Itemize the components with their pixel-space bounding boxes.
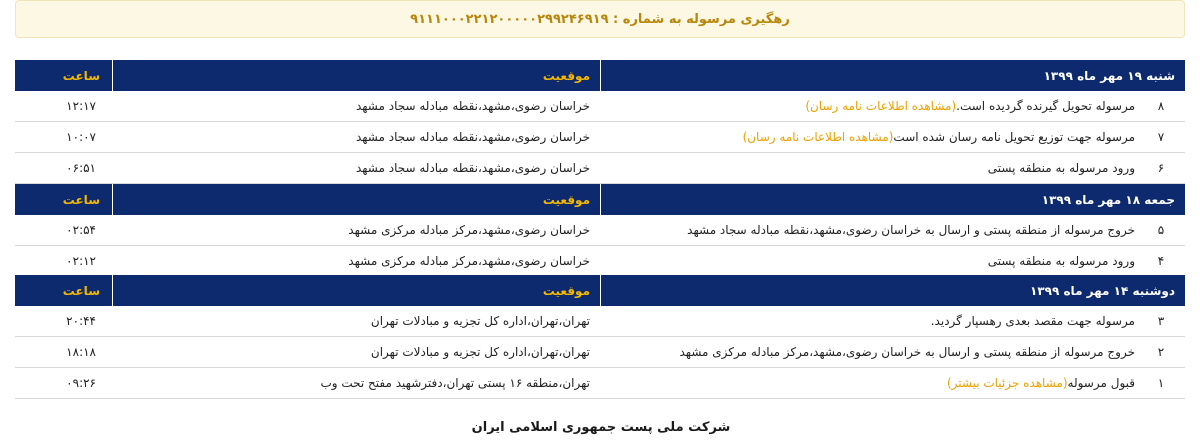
event-row xyxy=(15,337,1185,368)
event-time: ۱۸:۱۸ xyxy=(66,345,96,359)
event-text: قبول مرسوله xyxy=(1067,376,1135,390)
day-date: جمعه ۱۸ مهر ماه ۱۳۹۹ xyxy=(600,184,1185,215)
time-header: ساعت xyxy=(62,68,100,83)
event-number: ۳ xyxy=(1157,314,1165,328)
footer-company-name: شرکت ملی پست جمهوری اسلامی ایران xyxy=(471,420,731,435)
event-text: مرسوله جهت مقصد بعدی رهسپار گردید. xyxy=(930,314,1135,328)
event-row xyxy=(15,306,1185,337)
location-header: موقعیت xyxy=(112,60,600,91)
event-location: خراسان رضوی،مشهد،نقطه مبادله سجاد مشهد xyxy=(355,99,590,113)
event-time: ۲۰:۴۴ xyxy=(66,314,96,328)
location-header: موقعیت xyxy=(112,184,600,215)
event-text: خروج مرسوله از منطقه پستی و ارسال به خراسان رضوی،مشهد،مرکز مبادله مرکزی مشهد xyxy=(679,345,1135,359)
event-number: ۶ xyxy=(1157,161,1165,175)
event-number: ۵ xyxy=(1157,223,1165,237)
event-description xyxy=(600,215,1137,245)
event-time: ۰۲:۱۲ xyxy=(66,254,96,268)
event-description xyxy=(600,368,1137,398)
event-number: ۷ xyxy=(1157,130,1165,144)
event-description xyxy=(600,91,1137,121)
event-time: ۱۰:۰۷ xyxy=(66,130,96,144)
event-time: ۰۶:۵۱ xyxy=(66,161,96,175)
event-number: ۸ xyxy=(1157,99,1165,113)
event-location: تهران،تهران،اداره کل تجزیه و مبادلات تهران xyxy=(370,345,590,359)
event-text: مرسوله تحویل گیرنده گردیده است. xyxy=(956,99,1135,113)
day-section-3 xyxy=(15,275,1185,399)
event-row xyxy=(15,122,1185,153)
event-row xyxy=(15,246,1185,277)
event-location: خراسان رضوی،مشهد،نقطه مبادله سجاد مشهد xyxy=(355,130,590,144)
event-description xyxy=(600,337,1137,367)
day-section-1 xyxy=(15,60,1185,184)
day-header xyxy=(15,60,1185,91)
event-location: خراسان رضوی،مشهد،مرکز مبادله مرکزی مشهد xyxy=(348,254,590,268)
event-description xyxy=(600,122,1137,152)
event-location: تهران،تهران،اداره کل تجزیه و مبادلات تهران xyxy=(370,314,590,328)
event-number: ۲ xyxy=(1157,345,1165,359)
event-time: ۰۲:۵۴ xyxy=(66,223,96,237)
event-description xyxy=(600,306,1137,336)
day-header xyxy=(15,275,1185,306)
event-row xyxy=(15,215,1185,246)
event-description xyxy=(600,246,1137,276)
event-number: ۴ xyxy=(1157,254,1165,268)
day-date: دوشنبه ۱۴ مهر ماه ۱۳۹۹ xyxy=(600,275,1185,306)
event-location: تهران،منطقه ۱۶ پستی تهران،دفترشهید مفتح تحت وب xyxy=(320,376,590,390)
event-number: ۱ xyxy=(1157,376,1165,390)
event-time: ۰۹:۲۶ xyxy=(66,376,96,390)
event-text: ورود مرسوله به منطقه پستی xyxy=(987,254,1135,268)
time-header: ساعت xyxy=(62,192,100,207)
event-location: خراسان رضوی،مشهد،نقطه مبادله سجاد مشهد xyxy=(355,161,590,175)
event-row xyxy=(15,91,1185,122)
day-header xyxy=(15,184,1185,215)
view-more-details-link[interactable]: (مشاهده جزئیات بیشتر) xyxy=(946,376,1068,390)
location-header: موقعیت xyxy=(112,275,600,306)
event-text: مرسوله جهت توزیع تحویل نامه رسان شده است xyxy=(893,130,1135,144)
tracking-title: رهگیری مرسوله به شماره : ۹۱۱۱۰۰۰۲۲۱۲۰۰۰۰۰۲۹۹۲۴۶۹۱۹ xyxy=(410,11,790,27)
event-location: خراسان رضوی،مشهد،مرکز مبادله مرکزی مشهد xyxy=(348,223,590,237)
event-text: خروج مرسوله از منطقه پستی و ارسال به خراسان رضوی،مشهد،نقطه مبادله سجاد مشهد xyxy=(687,223,1135,237)
event-text: ورود مرسوله به منطقه پستی xyxy=(987,161,1135,175)
event-row xyxy=(15,153,1185,184)
event-time: ۱۲:۱۷ xyxy=(66,99,96,113)
event-description xyxy=(600,153,1137,183)
view-postman-info-link[interactable]: (مشاهده اطلاعات نامه رسان) xyxy=(742,130,894,144)
day-section-2 xyxy=(15,184,1185,277)
tracking-banner xyxy=(15,0,1185,38)
view-postman-info-link[interactable]: (مشاهده اطلاعات نامه رسان) xyxy=(805,99,957,113)
day-date: شنبه ۱۹ مهر ماه ۱۳۹۹ xyxy=(600,60,1185,91)
event-row xyxy=(15,368,1185,399)
time-header: ساعت xyxy=(62,283,100,298)
